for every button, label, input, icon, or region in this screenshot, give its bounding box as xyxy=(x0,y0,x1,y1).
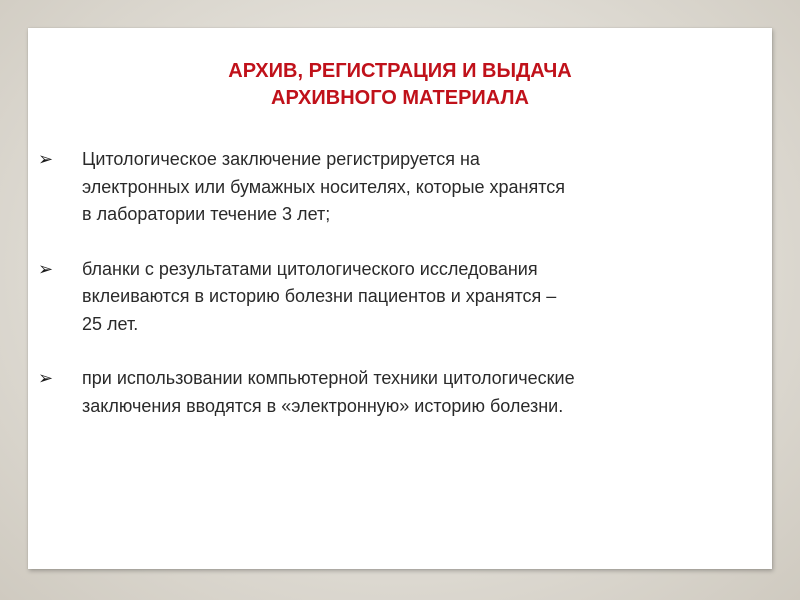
arrow-bullet-icon: ➢ xyxy=(38,149,54,169)
bullet-line: вклеиваются в историю болезни пациентов и хранятся – xyxy=(82,286,557,306)
slide-card xyxy=(28,28,772,569)
bullet-line: бланки с результатами цитологического исследования xyxy=(82,258,538,279)
arrow-bullet-icon: ➢ xyxy=(38,258,54,279)
bullet-text xyxy=(82,146,732,229)
bullet-line: заключения вводятся в «электронную» историю болезни. xyxy=(82,395,564,416)
bullet-item xyxy=(28,365,772,420)
title-line: АРХИВ, РЕГИСТРАЦИЯ И ВЫДАЧА xyxy=(228,60,572,82)
bullet-text xyxy=(82,256,732,339)
bullet-item xyxy=(28,146,772,229)
bullet-line: 25 лет. xyxy=(82,313,139,334)
bullet-line: в лаборатории течение 3 лет; xyxy=(82,204,331,224)
bullet-line: Цитологическое заключение регистрируется на xyxy=(82,149,480,169)
slide-title xyxy=(28,58,772,112)
title-line: АРХИВНОГО МАТЕРИАЛА xyxy=(271,87,529,109)
arrow-bullet-icon: ➢ xyxy=(38,368,54,388)
bullet-line: при использовании компьютерной техники цитологические xyxy=(82,368,575,388)
bullet-list xyxy=(28,146,772,447)
bullet-line: электронных или бумажных носителях, которые хранятся xyxy=(82,176,566,197)
bullet-text xyxy=(82,365,732,420)
bullet-item xyxy=(28,256,772,339)
